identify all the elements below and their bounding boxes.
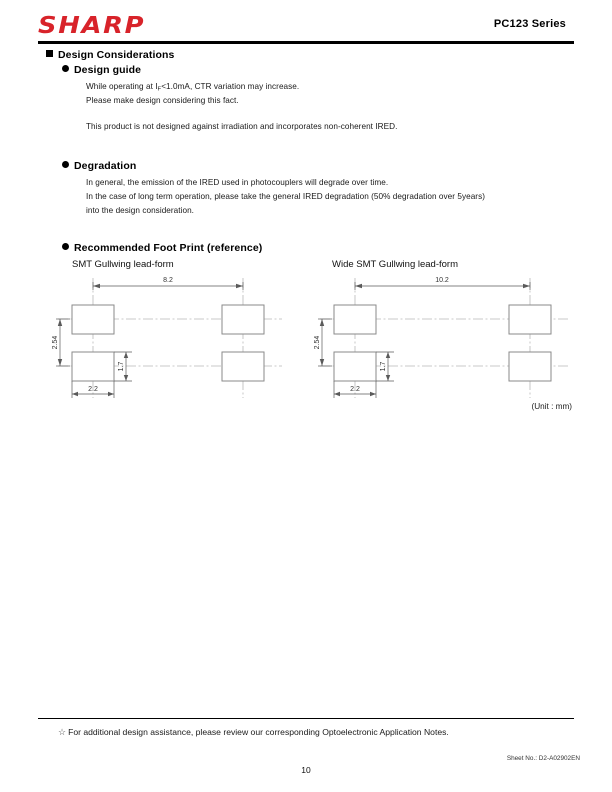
- design-guide-line-1: [86, 82, 299, 92]
- pad-top-right: [509, 305, 551, 334]
- design-guide-label: Design guide: [74, 64, 142, 76]
- dim-label-pad-height: 1.7: [118, 361, 125, 372]
- section-heading-design-considerations: [46, 49, 174, 61]
- round-bullet-icon: [62, 243, 69, 250]
- caption-wide-smt-gullwing: Wide SMT Gullwing lead-form: [332, 259, 459, 270]
- page-number: 10: [301, 765, 311, 775]
- pad-bottom-right: [222, 352, 264, 381]
- pad-top-right: [222, 305, 264, 334]
- dim-label-pitch: 2.54: [314, 335, 321, 350]
- pad-top-left: [334, 305, 376, 334]
- foot-print-label: Recommended Foot Print (reference): [74, 242, 263, 254]
- pad-bottom-right: [509, 352, 551, 381]
- design-guide-line-2: Please make design considering this fact.: [86, 96, 239, 105]
- dim-label-pad-width: 2.2: [88, 386, 98, 393]
- header-rule: [38, 41, 574, 44]
- dim-label-width: 10.2: [435, 277, 449, 284]
- sheet-number: Sheet No.: D2-A02902EN: [506, 755, 580, 762]
- section-heading-label: Design Considerations: [58, 49, 175, 61]
- dim-label-pad-height: 1.7: [380, 361, 387, 372]
- degradation-label: Degradation: [74, 160, 137, 172]
- footer-note-text: For additional design assistance, please review our corresponding Optoelectronic Application Notes.: [68, 727, 449, 737]
- design-guide-line-1-post: <1.0mA, CTR variation may increase.: [161, 82, 300, 91]
- section-heading-design-guide: [62, 64, 141, 76]
- current-subscript: F: [157, 86, 162, 93]
- round-bullet-icon: [62, 65, 69, 72]
- degradation-line-1: In general, the emission of the IRED used in photocouplers will degrade over time.: [86, 178, 389, 187]
- dim-label-width: 8.2: [163, 277, 173, 284]
- degradation-line-3: into the design consideration.: [86, 206, 195, 215]
- design-guide-line-1-pre: While operating at I: [86, 82, 158, 91]
- sharp-logo: SHARP: [38, 13, 146, 39]
- pad-bottom-left: [334, 352, 376, 381]
- caption-smt-gullwing: SMT Gullwing lead-form: [72, 259, 174, 270]
- pad-bottom-left: [72, 352, 114, 381]
- pad-top-left: [72, 305, 114, 334]
- footer-note: [58, 727, 449, 738]
- section-heading-foot-print: [62, 242, 262, 254]
- round-bullet-icon: [62, 161, 69, 168]
- dim-label-pad-width: 2.2: [350, 386, 360, 393]
- section-heading-degradation: [62, 160, 136, 172]
- footer-rule: [38, 718, 574, 719]
- design-guide-line-3: This product is not designed against irradiation and incorporates non-coherent IRED.: [86, 122, 398, 131]
- smt-gullwing-footprint-drawing: [50, 272, 290, 402]
- dim-label-pitch: 2.54: [52, 335, 59, 350]
- star-icon: ☆: [58, 727, 67, 737]
- page-header: [0, 0, 612, 48]
- degradation-line-2: In the case of long term operation, please take the general IRED degradation (50% degradation over 5years): [86, 192, 485, 201]
- wide-smt-gullwing-footprint-drawing: [312, 272, 577, 402]
- series-title: PC123 Series: [493, 18, 566, 30]
- square-bullet-icon: [46, 50, 53, 57]
- unit-note: (Unit : mm): [531, 402, 572, 411]
